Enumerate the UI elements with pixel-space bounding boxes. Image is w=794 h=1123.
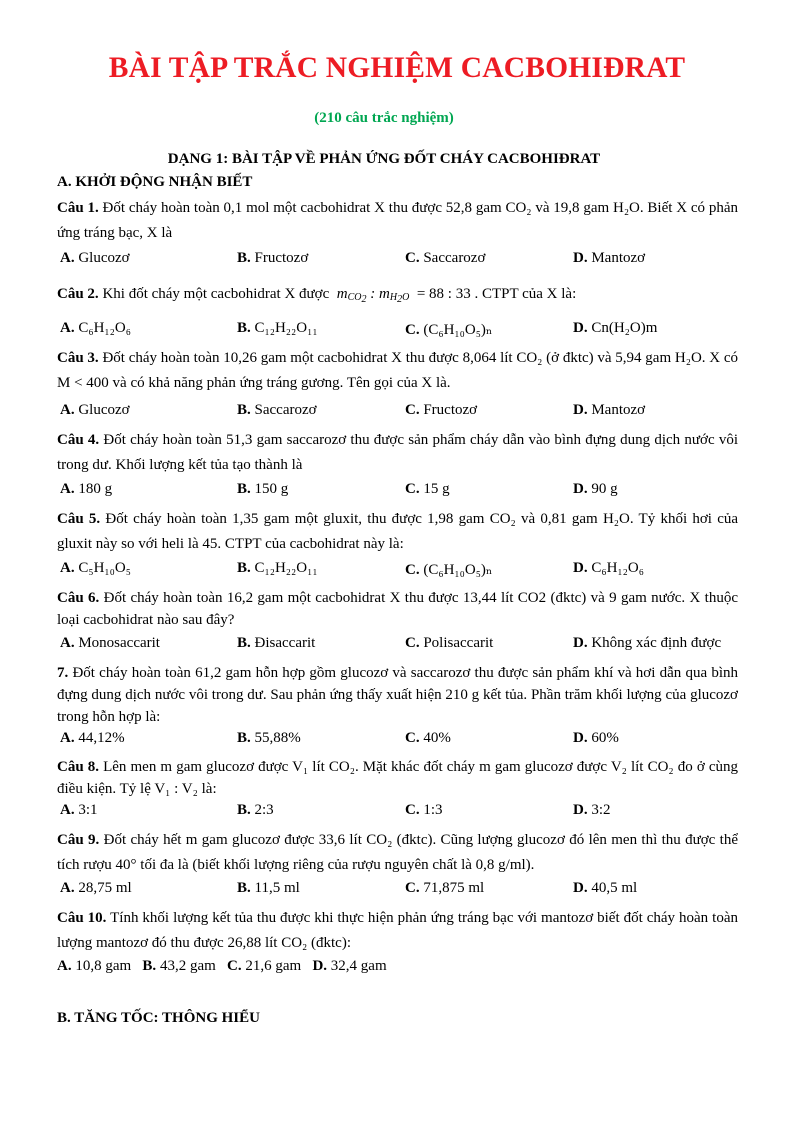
question-5-options [60, 560, 760, 582]
question-text: Tính khối lượng kết tủa thu được khi thực hiện phản ứng tráng bạc với mantozơ biết đốt cháy hoàn toàn lượng mantozơ đó thu được 26,88 lít CO₂ (đktc): [57, 910, 738, 951]
question-9-options [60, 880, 760, 902]
question-1-options [60, 250, 760, 272]
question-number: 7. [57, 665, 69, 681]
option-b[interactable]: B. 150 g [237, 481, 289, 497]
option-c[interactable]: C. 71,875 ml [405, 880, 485, 896]
option-d[interactable]: D. Mantozơ [573, 402, 646, 418]
option-d[interactable]: D. Mantozơ [573, 250, 646, 266]
mass-ratio-formula: $m_{CO_2}$ : $m_{H_2O}$ [333, 286, 410, 305]
option-b[interactable]: B. 2:3 [237, 802, 274, 818]
section-title: DẠNG 1: BÀI TẬP VỀ PHẢN ỨNG ĐỐT CHÁY CACBOHIĐRAT [167, 151, 601, 167]
question-number: Câu 8. [57, 759, 100, 775]
question-text: Đốt cháy hoàn toàn 0,1 mol một cacbohidrat X thu được 52,8 gam CO₂ và 19,8 gam H₂O. Biết X có phản ứng tráng bạc, X là [57, 200, 738, 241]
question-4 [57, 428, 738, 477]
question-7 [57, 662, 738, 728]
option-c[interactable]: C. Fructozơ [405, 402, 478, 418]
option-b[interactable]: B. 43,2 gam [142, 958, 216, 974]
part-b-heading: B. TĂNG TỐC: THÔNG HIỂU [57, 1010, 260, 1026]
option-a[interactable]: A. 180 g [60, 481, 113, 497]
option-a[interactable]: A. Glucozơ [60, 250, 130, 266]
question-9 [57, 828, 738, 877]
option-d[interactable]: D. 90 g [573, 481, 618, 497]
option-c[interactable]: C. Saccarozơ [405, 250, 486, 266]
option-b[interactable]: B. C₁₂H₂₂O₁₁ [237, 560, 318, 576]
question-text: Đốt cháy hoàn toàn 16,2 gam một cacbohidrat X thu được 13,44 lít CO2 (đktc) và 9 gam nước. X thuộc loại cacbohidrat nào sau đây? [57, 590, 739, 628]
question-text: Khi đốt cháy một cacbohidrat X được [102, 286, 330, 302]
option-a[interactable]: A. 3:1 [60, 802, 98, 818]
option-c[interactable]: C. Polisaccarit [405, 635, 494, 651]
question-6-options [60, 635, 760, 657]
option-b[interactable]: B. Đisaccarit [237, 635, 316, 651]
option-c[interactable]: C. 40% [405, 730, 451, 746]
question-8-options [60, 802, 760, 824]
question-number: Câu 9. [57, 832, 100, 848]
option-d[interactable]: D. 3:2 [573, 802, 611, 818]
question-text: Đốt cháy hoàn toàn 1,35 gam một gluxit, thu được 1,98 gam CO₂ và 0,81 gam H₂O. Tỷ khối hơi của gluxit này so với heli là 45. CTPT của cacbohidrat này là: [57, 511, 739, 552]
question-text: Lên men m gam glucozơ được V₁ lít CO₂. Mặt khác đốt cháy m gam glucozơ được V₂ lít CO₂ đo ở cùng điều kiện. Tỷ lệ V₁ : V₂ là: [57, 759, 738, 797]
question-text: Đốt cháy hoàn toàn 10,26 gam một cacbohidrat X thu được 8,064 lít CO₂ (ở đktc) và 5,94 gam H₂O. X có M < 400 và có khả năng phản ứng tráng gương. Tên gọi của X là. [57, 350, 739, 391]
option-c[interactable]: C. 1:3 [405, 802, 443, 818]
document-subtitle: (210 câu trắc nghiệm) [314, 110, 454, 126]
question-3-options [60, 402, 760, 424]
option-a[interactable]: A. 44,12% [60, 730, 125, 746]
question-text: Đốt cháy hoàn toàn 61,2 gam hỗn hợp gồm glucozơ và saccarozơ thu được sản phẩm khí và hơi dẫn qua bình đựng dung dịch nước vôi trong dư. Sau phản ứng thấy xuất hiện 210 g kết tủa. Phần trăm khối lượng của glucozơ trong hỗn hợp là: [57, 665, 739, 725]
option-d[interactable]: D. 40,5 ml [573, 880, 638, 896]
question-number: Câu 4. [57, 432, 100, 448]
document-title: BÀI TẬP TRẮC NGHIỆM CACBOHIĐRAT [108, 52, 686, 84]
question-1 [57, 196, 738, 245]
question-2-options [60, 320, 760, 342]
option-a[interactable]: A. C₅H₁₀O₅ [60, 560, 131, 576]
question-number: Câu 6. [57, 590, 100, 606]
option-d[interactable]: D. C₆H₁₂O₆ [573, 560, 644, 576]
question-4-options [60, 481, 760, 503]
option-c[interactable]: C. (C₆H₁₀O₅)ₙ [405, 562, 493, 578]
question-number: Câu 2. [57, 286, 99, 302]
option-d[interactable]: D. 32,4 gam [312, 958, 387, 974]
option-a[interactable]: A. C₆H₁₂O₆ [60, 320, 131, 336]
question-7-options [60, 730, 760, 752]
question-3 [57, 346, 738, 395]
option-b[interactable]: B. C₁₂H₂₂O₁₁ [237, 320, 318, 336]
option-a[interactable]: A. Glucozơ [60, 402, 130, 418]
question-number: Câu 5. [57, 511, 101, 527]
option-b[interactable]: B. 11,5 ml [237, 880, 300, 896]
option-d[interactable]: D. Không xác định được [573, 635, 722, 651]
question-2: Câu 2. Khi đốt cháy một cacbohidrat X được $m_{CO_2}$ : $m_{H_2O} = 88$ : 33 . CTPT của X là: [57, 286, 577, 305]
question-number: Câu 3. [57, 350, 99, 366]
option-d[interactable]: D. Cn(H₂O)m [573, 320, 658, 336]
option-c[interactable]: C. 21,6 gam [227, 958, 302, 974]
question-number: Câu 10. [57, 910, 107, 926]
part-a-heading: A. KHỞI ĐỘNG NHẬN BIẾT [57, 174, 253, 190]
option-d[interactable]: D. 60% [573, 730, 619, 746]
option-b[interactable]: B. Fructozơ [237, 250, 309, 266]
question-10-options [57, 958, 387, 975]
option-b[interactable]: B. Saccarozơ [237, 402, 317, 418]
option-c[interactable]: C. (C₆H₁₀O₅)ₙ [405, 322, 493, 338]
question-text: Đốt cháy hết m gam glucozơ được 33,6 lít CO₂ (đktc). Cũng lượng glucozơ đó lên men thì thu được thể tích rượu 40° tối đa là (biết khối lượng riêng của rượu nguyên chất là 0,8 g/ml). [57, 832, 738, 873]
option-b[interactable]: B. 55,88% [237, 730, 301, 746]
question-8 [57, 756, 738, 800]
option-a[interactable]: A. 28,75 ml [60, 880, 132, 896]
question-6 [57, 587, 738, 631]
option-a[interactable]: A. Monosaccarit [60, 635, 160, 651]
option-c[interactable]: C. 15 g [405, 481, 450, 497]
question-10 [57, 906, 738, 955]
ratio-value: 88 : 33 [429, 286, 471, 302]
question-text: Đốt cháy hoàn toàn 51,3 gam saccarozơ thu được sản phẩm cháy dẫn vào bình đựng dung dịch nước vôi trong dư. Khối lượng kết tủa tạo thành là [57, 432, 738, 473]
option-a[interactable]: A. 10,8 gam [57, 958, 132, 974]
question-number: Câu 1. [57, 200, 99, 216]
question-5 [57, 507, 738, 556]
